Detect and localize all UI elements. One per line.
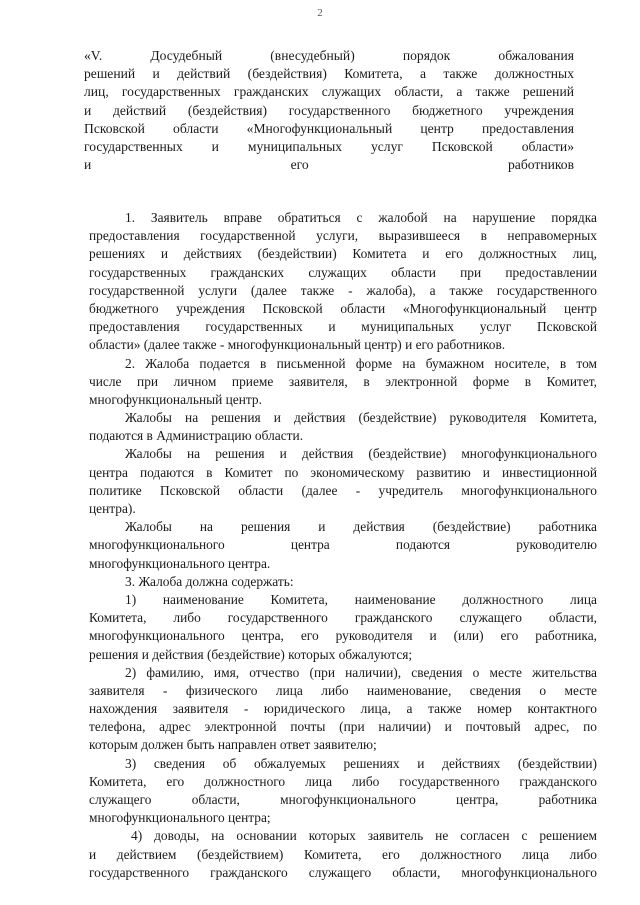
- text-line: предоставления государственной услуги, выразившееся в неправомерных: [89, 228, 597, 244]
- title-line: Псковской области «Многофункциональный центр предоставления: [84, 120, 574, 136]
- text-line: государственных гражданских служащих области при предоставлении: [89, 264, 597, 280]
- text-line: Комитета, его должностного лица либо государственного гражданского: [89, 773, 597, 789]
- text-line: 3) сведения об обжалуемых решениях и действиях (бездействии): [125, 755, 597, 771]
- text-line: Жалобы на решения и действия (бездействие) многофункционального: [125, 446, 597, 462]
- text-line: заявителя - физического лица либо наименование, сведения о месте: [89, 682, 597, 698]
- title-line: и его работников: [84, 157, 574, 173]
- document-body: [89, 209, 597, 882]
- text-line: области» (далее также - многофункциональный центр) и его работников.: [89, 337, 506, 353]
- text-line: многофункциональный центр.: [89, 391, 262, 407]
- text-line: политике Псковской области (далее - учредитель многофункционального: [89, 482, 597, 498]
- text-line: 2) фамилию, имя, отчество (при наличии), сведения о месте жительства: [125, 664, 597, 680]
- text-line: 3. Жалоба должна содержать:: [125, 573, 294, 589]
- text-line: Комитета, либо государственного гражданского служащего области,: [89, 610, 597, 626]
- text-line: государственной услуги (далее также - жалоба), а также государственного: [89, 282, 597, 298]
- text-line: Жалобы на решения и действия (бездействие) работника: [125, 519, 597, 535]
- text-line: нахождения заявителя - юридического лица, а также номер контактного: [89, 701, 597, 717]
- title-line: «V. Досудебный (внесудебный) порядок обжалования: [84, 48, 574, 63]
- section-title: [84, 46, 574, 173]
- title-line: государственных и муниципальных услуг Псковской области»: [84, 138, 574, 154]
- text-line: многофункционального центра, его руководителя и (или) его работника,: [89, 628, 597, 644]
- page-number: 2: [317, 7, 323, 19]
- text-line: 2. Жалоба подается в письменной форме на бумажном носителе, в том: [125, 355, 597, 371]
- text-line: 4) доводы, на основании которых заявитель не согласен с решением: [131, 828, 597, 844]
- text-line: предоставления государственных и муниципальных услуг Псковской: [89, 319, 597, 335]
- text-line: 1) наименование Комитета, наименование должностного лица: [125, 591, 597, 607]
- text-line: бюджетного учреждения Псковской области «Многофункциональный центр: [89, 300, 597, 316]
- title-line: лиц, государственных гражданских служащих области, а также решений: [84, 84, 574, 100]
- text-line: решения и действия (бездействие) которых обжалуются;: [89, 646, 413, 662]
- text-line: и действием (бездействием) Комитета, его должностного лица либо: [89, 846, 597, 862]
- title-line: и действий (бездействия) государственного бюджетного учреждения: [84, 102, 574, 118]
- text-line: решениях и действиях (бездействии) Комитета и его должностных лиц,: [89, 246, 597, 262]
- text-line: центра подаются в Комитет по экономическому развитию и инвестиционной: [89, 464, 597, 480]
- text-line: подаются в Администрацию области.: [89, 428, 304, 444]
- text-line: 1. Заявитель вправе обратиться с жалобой на нарушение порядка: [125, 210, 597, 225]
- text-line: многофункционального центра.: [89, 555, 271, 571]
- text-line: государственного гражданского служащего области, многофункционального: [89, 864, 597, 880]
- text-line: Жалобы на решения и действия (бездействие) руководителя Комитета,: [125, 410, 597, 426]
- text-line: многофункционального центра;: [89, 810, 271, 826]
- text-line: числе при личном приеме заявителя, в электронной форме в Комитет,: [89, 373, 597, 389]
- text-line: центра).: [89, 501, 136, 516]
- text-line: телефона, адрес электронной почты (при наличии) и почтовый адрес, по: [89, 719, 597, 735]
- text-line: многофункционального центра подаются руководителю: [89, 537, 597, 553]
- text-line: служащего области, многофункционального центра, работника: [89, 792, 597, 807]
- title-line: решений и действий (бездействия) Комитета, а также должностных: [84, 66, 574, 82]
- text-line: которым должен быть направлен ответ заявителю;: [89, 737, 377, 753]
